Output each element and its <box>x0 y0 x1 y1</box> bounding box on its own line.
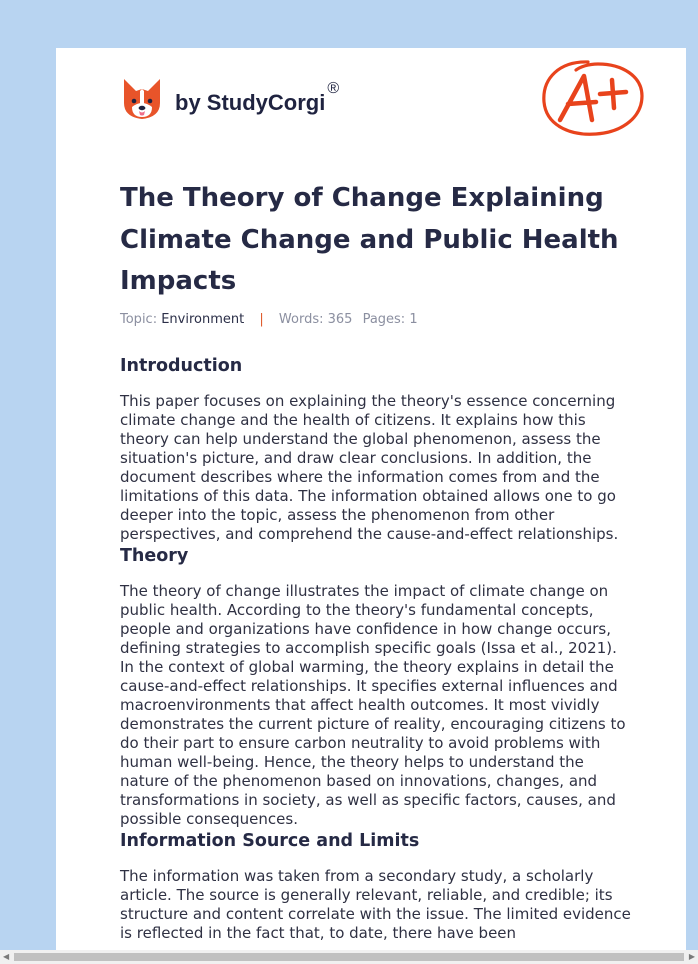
document-page <box>56 48 686 950</box>
document-meta <box>120 312 418 327</box>
section-text-information-source: The information was taken from a secondary study, a scholarly article. The source is generally relevant, reliable, and credible; its structure and content correlate with the issue. The limited evidence is reflected in the fact that, to date, there have been <box>120 867 631 942</box>
corgi-logo-icon <box>122 77 162 121</box>
brand-name: by StudyCorgi <box>175 90 326 115</box>
section-heading-theory: Theory <box>120 546 189 566</box>
topic-link[interactable]: Environment <box>161 312 245 327</box>
document-title: The Theory of Change Explaining Climate Change and Public Health Impacts <box>120 183 619 296</box>
page-count: Pages: 1 <box>362 312 418 327</box>
section-text-theory: The theory of change illustrates the impact of climate change on public health. According to the theory's fundamental concepts, people and organizations have confidence in how change occurs, defining strategies to accomplish specific goals (Issa et al., 2021). In the context of global warming, the theory explains in detail the cause-and-effect relationships. It specifies external influences and macroenvironments that affect health outcomes. It most vividly demonstrates the current picture of reality, encouraging citizens to do their part to ensure carbon neutrality to avoid problems with human well-being. Hence, the theory helps to understand the nature of the phenomenon based on innovations, changes, and transformations in society, as well as specific factors, causes, and possible consequences. <box>120 582 626 828</box>
horizontal-scrollbar[interactable] <box>0 950 698 964</box>
document-body <box>120 354 635 943</box>
scroll-left-arrow-icon[interactable]: ◀ <box>3 952 10 961</box>
section-text-introduction: This paper focuses on explaining the theory's essence concerning climate change and the health of citizens. It explains how this theory can help understand the global phenomenon, assess the situation's picture, and draw clear conclusions. In addition, the document describes where the information comes from and the limitations of this data. The information obtained allows one to go deeper into the topic, assess the phenomenon from other perspectives, and comprehend the cause-and-effect relationships. <box>120 392 619 543</box>
topic-label: Topic: <box>120 312 158 327</box>
grade-a-plus-icon <box>538 58 648 140</box>
scroll-right-arrow-icon[interactable]: ▶ <box>688 952 695 961</box>
section-heading-introduction: Introduction <box>120 356 243 376</box>
studycorgi-logo[interactable] <box>122 76 339 122</box>
registered-mark: ® <box>327 80 340 97</box>
meta-separator: | <box>259 312 264 327</box>
section-heading-information-source: Information Source and Limits <box>120 831 420 851</box>
word-count: Words: 365 <box>278 312 353 327</box>
scrollbar-thumb[interactable] <box>14 953 684 961</box>
